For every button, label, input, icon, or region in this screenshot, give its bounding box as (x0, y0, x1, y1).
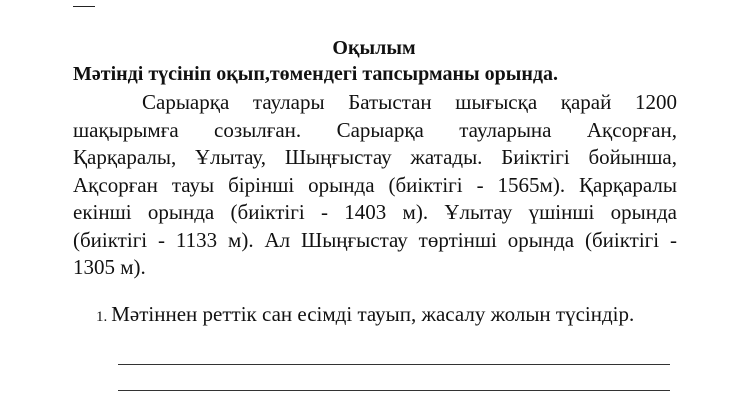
instruction-heading: Мәтінді түсініп оқып,төмендегі тапсырманы орында. (73, 63, 558, 85)
task-item (96, 300, 634, 331)
answer-line[interactable] (118, 390, 670, 391)
answer-line[interactable] (118, 364, 670, 365)
passage-line: Қарқаралы, Ұлытау, Шыңғыстау жатады. Биіктігі бойынша, (73, 145, 677, 169)
passage-line: (биіктігі - 1133 м). Ал Шыңғыстау төртінші орында (биіктігі - (73, 227, 677, 252)
passage-line: Сарыарқа таулары Батыстан шығысқа қарай 1200 (142, 90, 677, 114)
top-dash-mark (73, 6, 95, 7)
passage-line: 1305 м). (73, 255, 146, 279)
passage-line: Ақсорған тауы бірінші орында (биіктігі - 1565м). Қарқаралы (73, 172, 677, 197)
reading-passage (73, 89, 677, 282)
passage-line: шақырымға созылған. Сарыарқа тауларына Ақсорған, (73, 117, 677, 142)
passage-line: екінші орында (биіктігі - 1403 м). Ұлытау үшінші орында (73, 200, 677, 224)
task-number: 1. (96, 309, 108, 325)
page-title: Оқылым (332, 37, 416, 59)
task-text: Мәтіннен реттік сан есімді тауып, жасалу жолын түсіндір. (111, 302, 635, 326)
